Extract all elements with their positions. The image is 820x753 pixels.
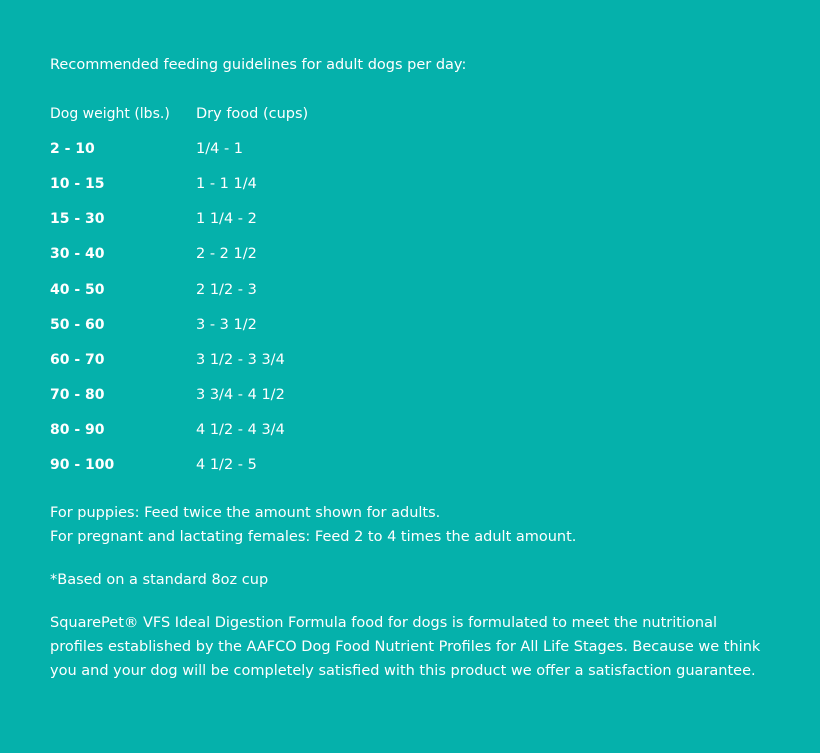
weight-cell: 80 - 90 bbox=[50, 422, 105, 439]
weight-cell: 15 - 30 bbox=[50, 211, 105, 228]
table-row bbox=[50, 448, 308, 483]
table-row bbox=[50, 378, 308, 413]
table-row bbox=[50, 131, 308, 166]
food-cell: 2 1/2 - 3 bbox=[196, 281, 257, 298]
food-cell: 4 1/2 - 5 bbox=[196, 457, 257, 474]
table-row bbox=[50, 237, 308, 272]
table-header-row bbox=[50, 96, 308, 131]
cup-footnote: *Based on a standard 8oz cup bbox=[50, 572, 269, 589]
intro-text: Recommended feeding guidelines for adult dogs per day: bbox=[50, 57, 467, 73]
table-row bbox=[50, 342, 308, 377]
table-row bbox=[50, 166, 308, 201]
header-dry-food: Dry food (cups) bbox=[196, 105, 309, 122]
food-cell: 3 - 3 1/2 bbox=[196, 316, 257, 333]
header-dog-weight: Dog weight (lbs.) bbox=[50, 105, 170, 122]
weight-cell: 90 - 100 bbox=[50, 457, 115, 474]
food-cell: 3 3/4 - 4 1/2 bbox=[196, 387, 285, 404]
feeding-table bbox=[50, 96, 308, 483]
table-row bbox=[50, 272, 308, 307]
table-row bbox=[50, 413, 308, 448]
weight-cell: 50 - 60 bbox=[50, 316, 105, 333]
food-cell: 1 - 1 1/4 bbox=[196, 175, 257, 192]
food-cell: 2 - 2 1/2 bbox=[196, 246, 257, 263]
product-description: SquarePet® VFS Ideal Digestion Formula food for dogs is formulated to meet the nutritional profiles established by the AAFCO Dog Food Nutrient Profiles for All Life Stages. Because we think you and your dog will be completely satisfied with this product we offer a satisfaction guarantee. bbox=[50, 615, 761, 680]
puppies-note: For puppies: Feed twice the amount shown for adults. bbox=[50, 505, 441, 522]
food-cell: 1/4 - 1 bbox=[196, 140, 244, 157]
table-row bbox=[50, 307, 308, 342]
weight-cell: 70 - 80 bbox=[50, 387, 105, 404]
food-cell: 3 1/2 - 3 3/4 bbox=[196, 351, 285, 368]
pregnant-note: For pregnant and lactating females: Feed 2 to 4 times the adult amount. bbox=[50, 529, 577, 546]
weight-cell: 30 - 40 bbox=[50, 246, 105, 263]
weight-cell: 40 - 50 bbox=[50, 281, 105, 298]
table-row bbox=[50, 202, 308, 237]
food-cell: 1 1/4 - 2 bbox=[196, 211, 257, 228]
weight-cell: 10 - 15 bbox=[50, 175, 105, 192]
weight-cell: 2 - 10 bbox=[50, 140, 95, 157]
food-cell: 4 1/2 - 4 3/4 bbox=[196, 422, 285, 439]
feeding-notes bbox=[50, 501, 770, 549]
weight-cell: 60 - 70 bbox=[50, 351, 105, 368]
